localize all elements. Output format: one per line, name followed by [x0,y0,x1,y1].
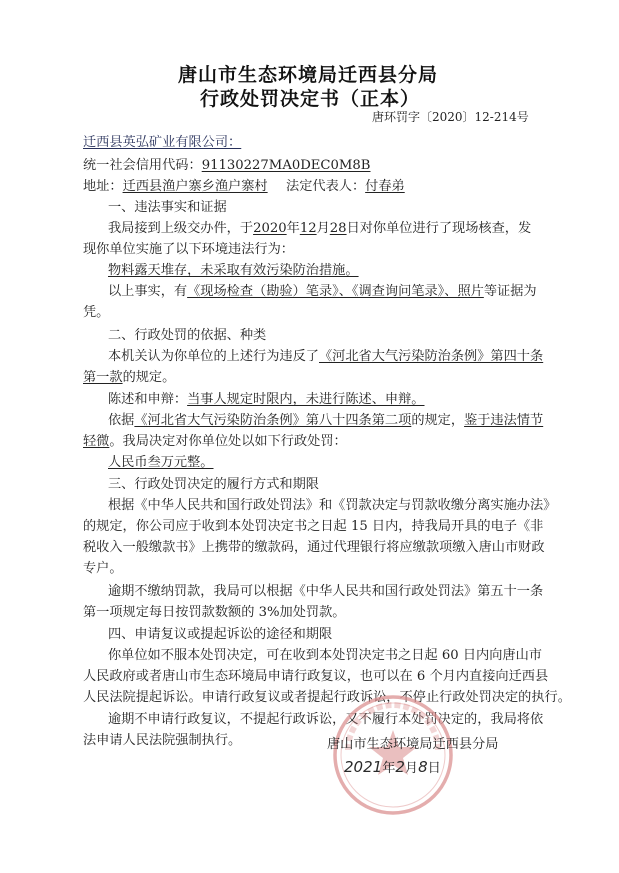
para-text: 本机关认为你单位的上述行为违反了 [108,349,319,364]
section-1-para-2 [108,283,537,301]
penalty-amount: 人民币叁万元整。 [108,455,214,470]
issue-year: 2021 [344,758,383,776]
penalty-basis: 《河北省大气污染防治条例》第八十四条第二项 [134,413,412,428]
violation-text: 物料露天堆存，未采取有效污染防治措施。 [108,263,359,278]
violated-clause: 第一款 [83,370,123,385]
section-2-para-1 [108,348,543,366]
legal-rep-value: 付春弟 [365,179,405,194]
section-1-para-1 [108,220,531,238]
credit-code-row [83,157,371,175]
section-3-line-3: 税收入一般缴款书》上携带的缴款码，通过代理银行将应缴款项缴入唐山市财政 [83,540,545,555]
section-1-para-2-cont: 凭。 [83,305,110,320]
issuer: 唐山市生态环境局迁西县分局 [327,737,499,752]
para-text: 等证据为 [483,284,537,299]
doc-number: 唐环罚字〔2020〕12-214号 [372,110,529,124]
address-value: 迁西县渔户寨乡渔户寨村 [122,179,268,194]
para-text: 我局接到上级交办件，于 [108,221,254,236]
circumstance: 鉴于违法情节 [464,413,544,428]
date-unit: 日 [427,761,441,776]
check-day: 28 [329,221,347,236]
section-3-line-6: 第一项规定每日按罚款数额的 3%加处罚款。 [83,605,346,620]
section-3-line-2: 的规定，你公司应于收到本处罚决定书之日起 15 日内，持我局开具的电子《非 [83,519,544,534]
section-3-line-1: 根据《中华人民共和国行政处罚法》和《罚款决定与罚款收缴分离实施办法》 [108,498,557,513]
section-4-line-3: 人民法院提起诉讼。申请行政复议或者提起行政诉讼，不停止行政处罚决定的执行。 [83,690,571,705]
section-2-para-1-cont [83,369,175,387]
section-1-para-1-cont: 现你单位实施了以下环境违法行为： [83,242,294,257]
credit-code-label: 统一社会信用代码： [83,158,202,173]
para-text: 的规定， [411,413,465,428]
party-name: 迁西县英弘矿业有限公司： [83,135,242,150]
issue-date [344,757,441,778]
section-4-heading: 四、申请复议或提起诉讼的途径和期限 [108,627,333,642]
check-year: 2020 [253,221,287,236]
para-text: 以上事实，有 [108,284,188,299]
section-4-line-4: 逾期不申请行政复议，不提起行政诉讼，又不履行本处罚决定的，我局将依 [108,712,544,727]
para-text: 的规定。 [122,370,176,385]
address-row [83,178,405,196]
date-unit: 月 [404,761,419,776]
section-1-heading: 一、违法事实和证据 [108,200,227,215]
date-unit: 年 [382,761,396,776]
circumstance-cont: 轻微 [83,434,110,449]
section-2-para-3 [108,412,543,430]
section-3-heading: 三、行政处罚决定的履行方式和期限 [108,477,319,492]
check-month: 12 [299,221,317,236]
title-line-2: 行政处罚决定书（正本） [200,88,421,110]
title-line-1: 唐山市生态环境局迁西县分局 [178,64,439,86]
statement-value: 当事人规定时限内，未进行陈述、申辩。 [187,392,425,407]
violated-regulation: 《河北省大气污染防治条例》第四十条 [319,349,544,364]
para-text: 。我局决定对你单位处以如下行政处罚： [109,434,347,449]
section-4-line-1: 你单位如不服本处罚决定，可在收到本处罚决定书之日起 60 日内向唐山市 [108,648,542,663]
section-2-para-3-cont [83,433,347,451]
credit-code-value: 91130227MA0DEC0M8B [201,158,371,173]
section-3-line-5: 逾期不缴纳罚款，我局可以根据《中华人民共和国行政处罚法》第五十一条 [108,584,544,599]
statement-defense [108,391,425,409]
para-text: 依据 [108,413,135,428]
issue-month: 2 [395,758,405,776]
issue-day: 8 [418,758,428,776]
para-text: 日对你单位进行了现场核查，发 [346,221,532,236]
para-text: 年 [286,221,300,236]
statement-label: 陈述和申辩： [108,392,188,407]
evidence-list: 《现场检查（勘验）笔录》、《调查询问笔录》、照片 [187,284,484,299]
official-seal-icon [328,690,458,820]
section-2-heading: 二、行政处罚的依据、种类 [108,328,267,343]
legal-rep-label: 法定代表人： [286,179,366,194]
section-3-line-4: 专户。 [83,561,123,576]
section-4-line-2: 人民政府或者唐山市生态环境局申请行政复议，也可以在 6 个月内直接向迁西县 [83,669,549,684]
address-label: 地址： [83,179,123,194]
para-text: 月 [316,221,330,236]
section-4-line-5: 法申请人民法院强制执行。 [83,733,242,748]
